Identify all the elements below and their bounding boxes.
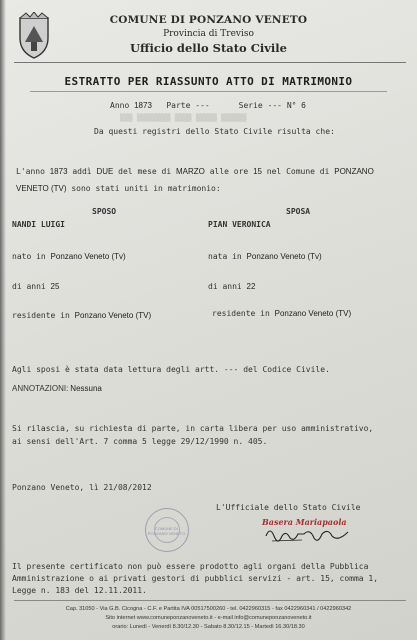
- groom-age: di anni 25: [12, 282, 60, 291]
- marriage-hour: 15: [253, 167, 262, 176]
- marriage-month: MARZO: [175, 167, 205, 176]
- groom-age-value: 25: [50, 282, 60, 291]
- bleed-through: ▒▒▒ ▒▒▒▒▒▒▒▒ ▒▒▒▒ ▒▒▒▒▒ ▒▒▒▒▒▒: [120, 114, 247, 122]
- official-stamp: [145, 508, 189, 552]
- bride-residence-value: Ponzano Veneto (TV): [274, 309, 352, 318]
- marriage-place-cont: VENETO (TV): [16, 184, 67, 193]
- document-title: ESTRATTO PER RIASSUNTO ATTO DI MATRIMONIO: [64, 75, 353, 88]
- notice-line3: Legge n. 183 del 12.11.2011.: [12, 586, 147, 595]
- groom-name: NANDI LUIGI: [12, 220, 65, 229]
- marriage-sentence-line2: VENETO (TV) sono stati uniti in matrimonio:: [16, 184, 221, 193]
- release-line2: ai sensi dell'Art. 7 comma 5 legge 29/12/1990 n. 405.: [12, 437, 268, 446]
- series-value: ---: [267, 101, 282, 110]
- part-value: ---: [195, 101, 210, 110]
- page-edge-shadow: [0, 0, 6, 640]
- year-label: Anno: [110, 101, 130, 110]
- footer-web: Sito internet www.comuneponzanoveneto.it - e-mail info@comuneponzanoveneto.it: [105, 615, 312, 621]
- release-line1: Si rilascia, su richiesta di parte, in carta libera per uso amministrativo,: [12, 424, 374, 433]
- groom-heading: SPOSO: [92, 207, 117, 216]
- bride-age: di anni 22: [208, 282, 256, 291]
- record-reference: [110, 101, 306, 110]
- number-label: N°: [286, 101, 297, 110]
- footer-hours: orario: Lunedì - Venerdì 8.30/12.30 - Sabato 8.30/12.15 - Martedì 16.30/18.30: [112, 624, 305, 630]
- province-name: Provincia di Treviso: [163, 29, 254, 39]
- marriage-place: PONZANO: [334, 167, 374, 176]
- bride-name: PIAN VERONICA: [208, 220, 271, 229]
- bride-heading: SPOSA: [286, 207, 311, 216]
- groom-birthplace: nato in Ponzano Veneto (Tv): [12, 252, 126, 261]
- officer-signature: [262, 524, 352, 546]
- groom-birthplace-value: Ponzano Veneto (Tv): [50, 252, 126, 261]
- number-value: 6: [301, 101, 306, 110]
- notice-line2: Amministrazione o ai privati gestori di pubblici servizi - art. 15, comma 1,: [12, 574, 379, 583]
- marriage-day: DUE: [96, 167, 114, 176]
- annotations-label: ANNOTAZIONI:: [12, 384, 69, 393]
- annotations: [12, 384, 102, 393]
- groom-residence-value: Ponzano Veneto (TV): [74, 311, 152, 320]
- bride-birthplace-value: Ponzano Veneto (Tv): [246, 252, 322, 261]
- marriage-sentence-line1: L'anno 1873 addì DUE del mese di MARZO alle ore 15 nel Comune di PONZANO: [16, 167, 374, 176]
- stamp-text: COMUNE DI PONZANO VENETO: [147, 526, 186, 536]
- groom-residence: residente in Ponzano Veneto (TV): [12, 311, 152, 320]
- office-name: Ufficio dello Stato Civile: [130, 41, 287, 55]
- annotations-value: Nessuna: [70, 384, 102, 393]
- bride-residence: residente in Ponzano Veneto (TV): [212, 309, 352, 318]
- officer-name-stamp: Basera Mariapaola: [262, 517, 347, 527]
- part-label: Parte: [166, 101, 191, 110]
- footer-rule: [14, 600, 406, 601]
- place-and-date: Ponzano Veneto, lì 21/08/2012: [12, 483, 152, 492]
- municipality-name: COMUNE DI PONZANO VENETO: [109, 14, 308, 26]
- footer-address: Cap. 31050 - Via G.B. Cicogna - C.F. e Partita IVA 00517500260 - tel. 0422960315 - fax 0422960341 / 0422960342: [65, 606, 352, 612]
- year-value: 1873: [134, 101, 152, 110]
- title-rule: [30, 91, 387, 92]
- marriage-year: 1873: [49, 167, 68, 176]
- reading-statement: Agli sposi è stata data lettura degli artt. --- del Codice Civile.: [12, 365, 330, 374]
- header-rule: [14, 62, 406, 63]
- intro-text: Da questi registri dello Stato Civile risulta che:: [94, 127, 335, 136]
- officer-title: L'Ufficiale dello Stato Civile: [216, 503, 361, 512]
- notice-line1: Il presente certificato non può essere prodotto agli organi della Pubblica: [12, 562, 369, 571]
- series-label: Serie: [238, 101, 263, 110]
- bride-age-value: 22: [246, 282, 256, 291]
- bride-birthplace: nata in Ponzano Veneto (Tv): [208, 252, 322, 261]
